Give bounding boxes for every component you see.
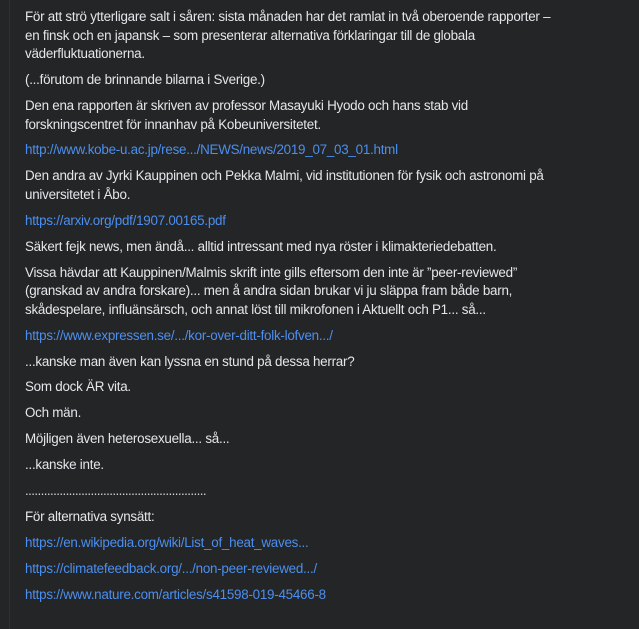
paragraph-possibly [25, 430, 625, 449]
link-nature-article[interactable]: https://www.nature.com/articles/s41598-019-45466-8 [25, 586, 326, 602]
paragraph-link-expressen [25, 327, 625, 346]
text-line: väderfluktuationerna. [25, 46, 145, 62]
text-line: skådespelare, influänsärsch, och annat löst till mikrofonen i Aktuellt och P1... så... [25, 301, 486, 317]
paragraph-white [25, 378, 625, 397]
text-line: ...kanske man även kan lyssna en stund på dessa herrar? [25, 353, 355, 369]
paragraph-fake-news [25, 238, 625, 257]
text-line: (granskad av andra forskare)... men å andra sidan brukar vi ju släppa fram både barn, [25, 283, 513, 299]
text-line: Säkert fejk news, men ändå... alltid intressant med nya röster i klimakteriedebatten. [25, 238, 497, 254]
text-line: För alternativa synsätt: [25, 508, 155, 524]
paragraph-men [25, 404, 625, 423]
link-expressen[interactable]: https://www.expressen.se/.../kor-over-ditt-folk-lofven.../ [25, 327, 333, 343]
text-line: forskningscentret för innanhav på Kobeuniversitetet. [25, 116, 321, 132]
text-line: universitetet i Åbo. [25, 186, 131, 202]
text-line: en finsk och en japansk – som presenterar alternativa förklaringar till de globala [25, 27, 475, 43]
paragraph-second-report [25, 167, 625, 204]
paragraph-maybe-not [25, 456, 625, 475]
left-border-rule [9, 0, 10, 629]
text-line: Möjligen även heterosexuella... så... [25, 431, 230, 447]
paragraph-aside [25, 71, 625, 90]
paragraph-peer-review [25, 264, 625, 320]
dotted-separator [25, 482, 625, 501]
text-line: ...kanske inte. [25, 457, 104, 473]
paragraph-listen [25, 353, 625, 372]
post-body [25, 8, 625, 611]
paragraph-link-kobe [25, 141, 625, 160]
text-line: (...förutom de brinnande bilarna i Sverige.) [25, 72, 265, 88]
paragraph-intro [25, 8, 625, 64]
text-line: För att strö ytterligare salt i såren: sista månaden har det ramlat in två oberoende rapporter – [25, 9, 551, 24]
paragraph-link-wikipedia [25, 534, 625, 553]
paragraph-alternatives-heading [25, 508, 625, 527]
text-line: Den ena rapporten är skriven av professor Masayuki Hyodo och hans stab vid [25, 97, 468, 113]
text-line: Vissa hävdar att Kauppinen/Malmis skrift inte gills eftersom den inte är ”peer-reviewed” [25, 264, 518, 280]
paragraph-link-climatefeedback [25, 560, 625, 579]
separator-dots: .......................................................... [25, 483, 206, 499]
link-climatefeedback[interactable]: https://climatefeedback.org/.../non-peer-reviewed.../ [25, 560, 317, 576]
paragraph-first-report [25, 97, 625, 134]
paragraph-link-arxiv [25, 212, 625, 231]
text-line: Den andra av Jyrki Kauppinen och Pekka Malmi, vid institutionen för fysik och astronomi på [25, 168, 544, 184]
text-line: Och män. [25, 405, 82, 421]
link-wikipedia-heat-waves[interactable]: https://en.wikipedia.org/wiki/List_of_heat_waves... [25, 534, 309, 550]
text-line: Som dock ÄR vita. [25, 379, 131, 395]
paragraph-link-nature [25, 586, 625, 605]
link-kobe-university[interactable]: http://www.kobe-u.ac.jp/rese.../NEWS/news/2019_07_03_01.html [25, 142, 398, 158]
link-arxiv[interactable]: https://arxiv.org/pdf/1907.00165.pdf [25, 212, 226, 228]
